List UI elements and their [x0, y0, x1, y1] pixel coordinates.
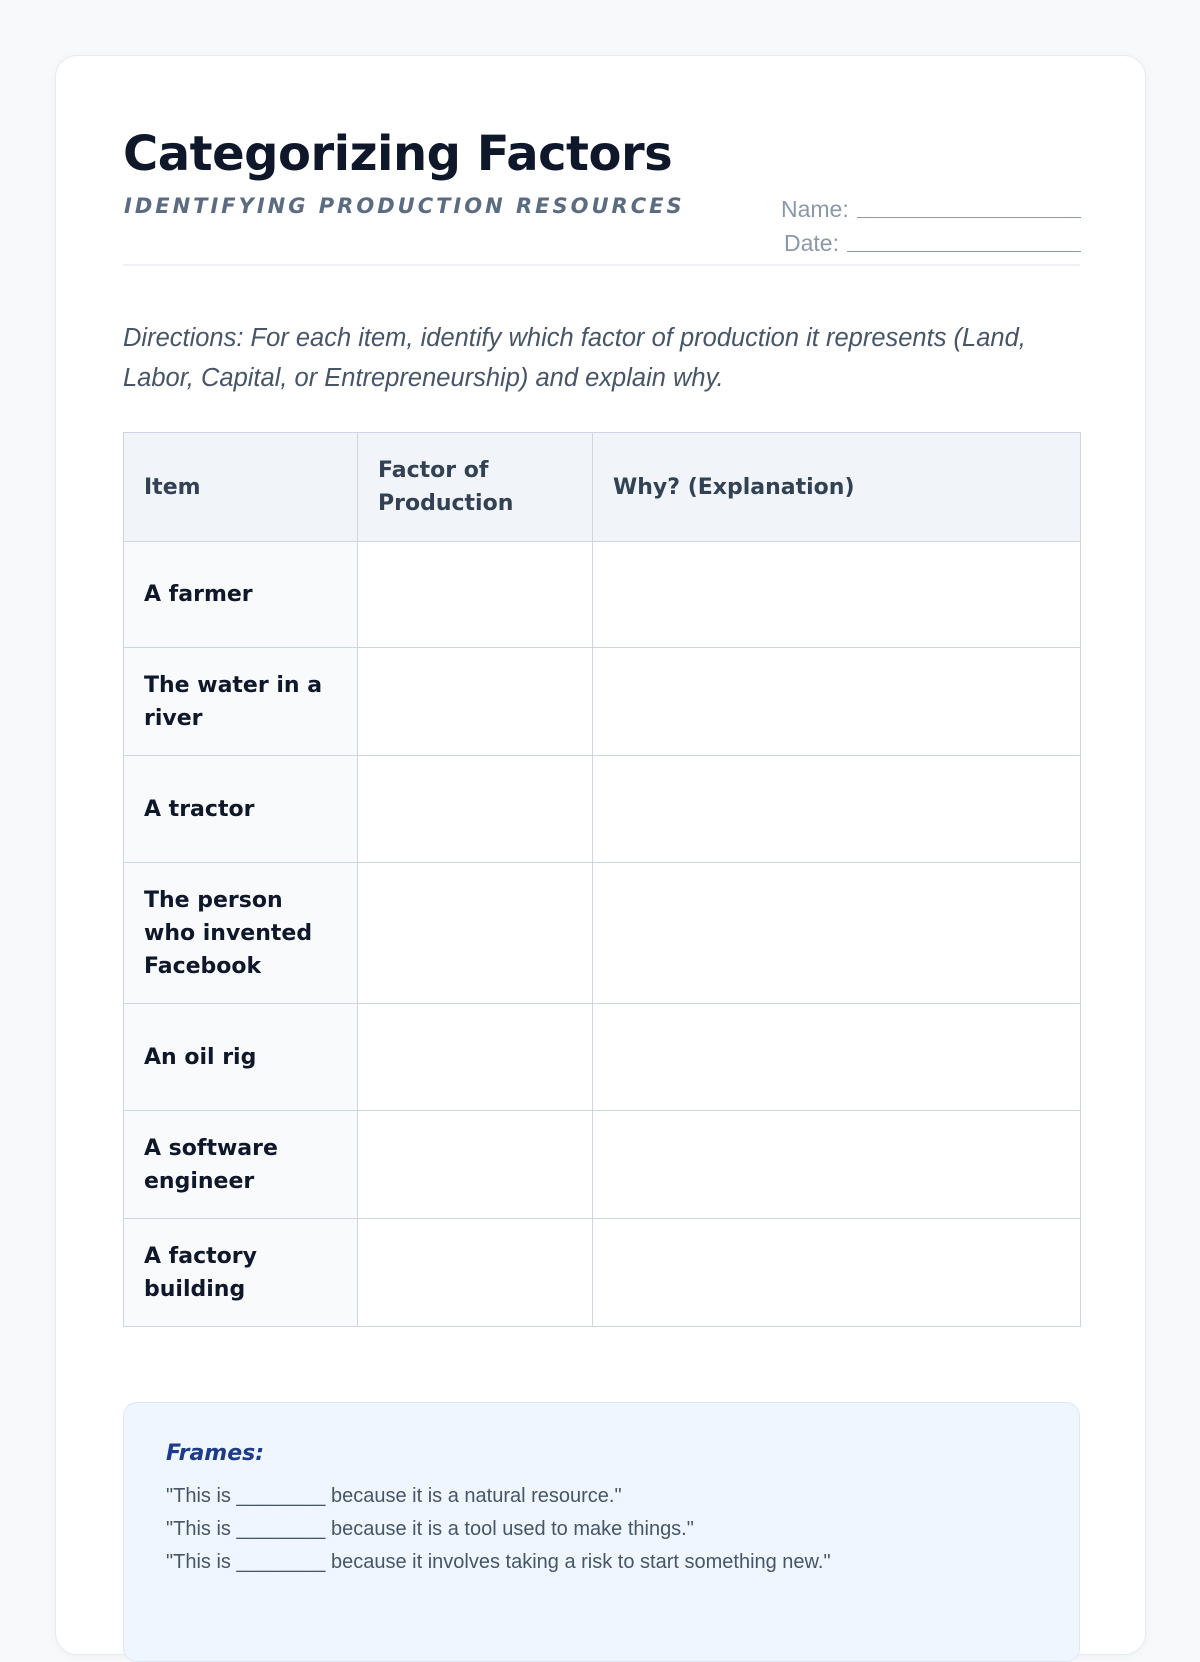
factor-cell[interactable] [358, 648, 593, 756]
item-cell: An oil rig [124, 1004, 358, 1111]
factor-cell[interactable] [358, 863, 593, 1004]
table-row [124, 648, 1081, 756]
factor-cell[interactable] [358, 542, 593, 648]
page-title: Categorizing Factors [123, 126, 673, 182]
name-field[interactable] [781, 196, 1081, 223]
explanation-cell[interactable] [593, 1219, 1081, 1327]
factor-cell[interactable] [358, 1004, 593, 1111]
item-cell: The person who invented Facebook [124, 863, 358, 1004]
explanation-cell[interactable] [593, 1004, 1081, 1111]
frames-title: Frames: [166, 1441, 265, 1466]
frame-sentence: "This is ________ because it involves taking a risk to start something new." [166, 1551, 831, 1573]
name-label: Name: [781, 196, 849, 222]
table-row [124, 756, 1081, 863]
table-row [124, 1219, 1081, 1327]
worksheet-header [123, 126, 1080, 266]
factor-cell[interactable] [358, 1111, 593, 1219]
sentence-frames-box [123, 1402, 1080, 1662]
table-row [124, 863, 1081, 1004]
item-cell: A software engineer [124, 1111, 358, 1219]
date-blank-line[interactable] [847, 251, 1081, 252]
table-row [124, 1111, 1081, 1219]
explanation-cell[interactable] [593, 648, 1081, 756]
name-blank-line[interactable] [857, 217, 1081, 218]
column-header-factor: Factor of Production [358, 433, 593, 542]
column-header-item: Item [124, 433, 358, 542]
factors-table [123, 432, 1081, 1327]
item-cell: A farmer [124, 542, 358, 648]
worksheet [55, 55, 1146, 1655]
explanation-cell[interactable] [593, 863, 1081, 1004]
table-row [124, 1004, 1081, 1111]
frame-sentence: "This is ________ because it is a natural resource." [166, 1485, 622, 1507]
table-header-row [124, 433, 1081, 542]
item-cell: A factory building [124, 1219, 358, 1327]
column-header-why: Why? (Explanation) [593, 433, 1081, 542]
frame-sentence: "This is ________ because it is a tool used to make things." [166, 1518, 694, 1540]
factor-cell[interactable] [358, 756, 593, 863]
table-row [124, 542, 1081, 648]
directions-text: Directions: For each item, identify which factor of production it represents (Land, Labor, Capital, or Entrepreneurship) and explain why. [123, 324, 1026, 392]
explanation-cell[interactable] [593, 756, 1081, 863]
date-label: Date: [784, 230, 839, 256]
date-field[interactable] [784, 230, 1081, 257]
explanation-cell[interactable] [593, 1111, 1081, 1219]
explanation-cell[interactable] [593, 542, 1081, 648]
item-cell: A tractor [124, 756, 358, 863]
page-subtitle: IDENTIFYING PRODUCTION RESOURCES [124, 194, 685, 218]
item-cell: The water in a river [124, 648, 358, 756]
factor-cell[interactable] [358, 1219, 593, 1327]
